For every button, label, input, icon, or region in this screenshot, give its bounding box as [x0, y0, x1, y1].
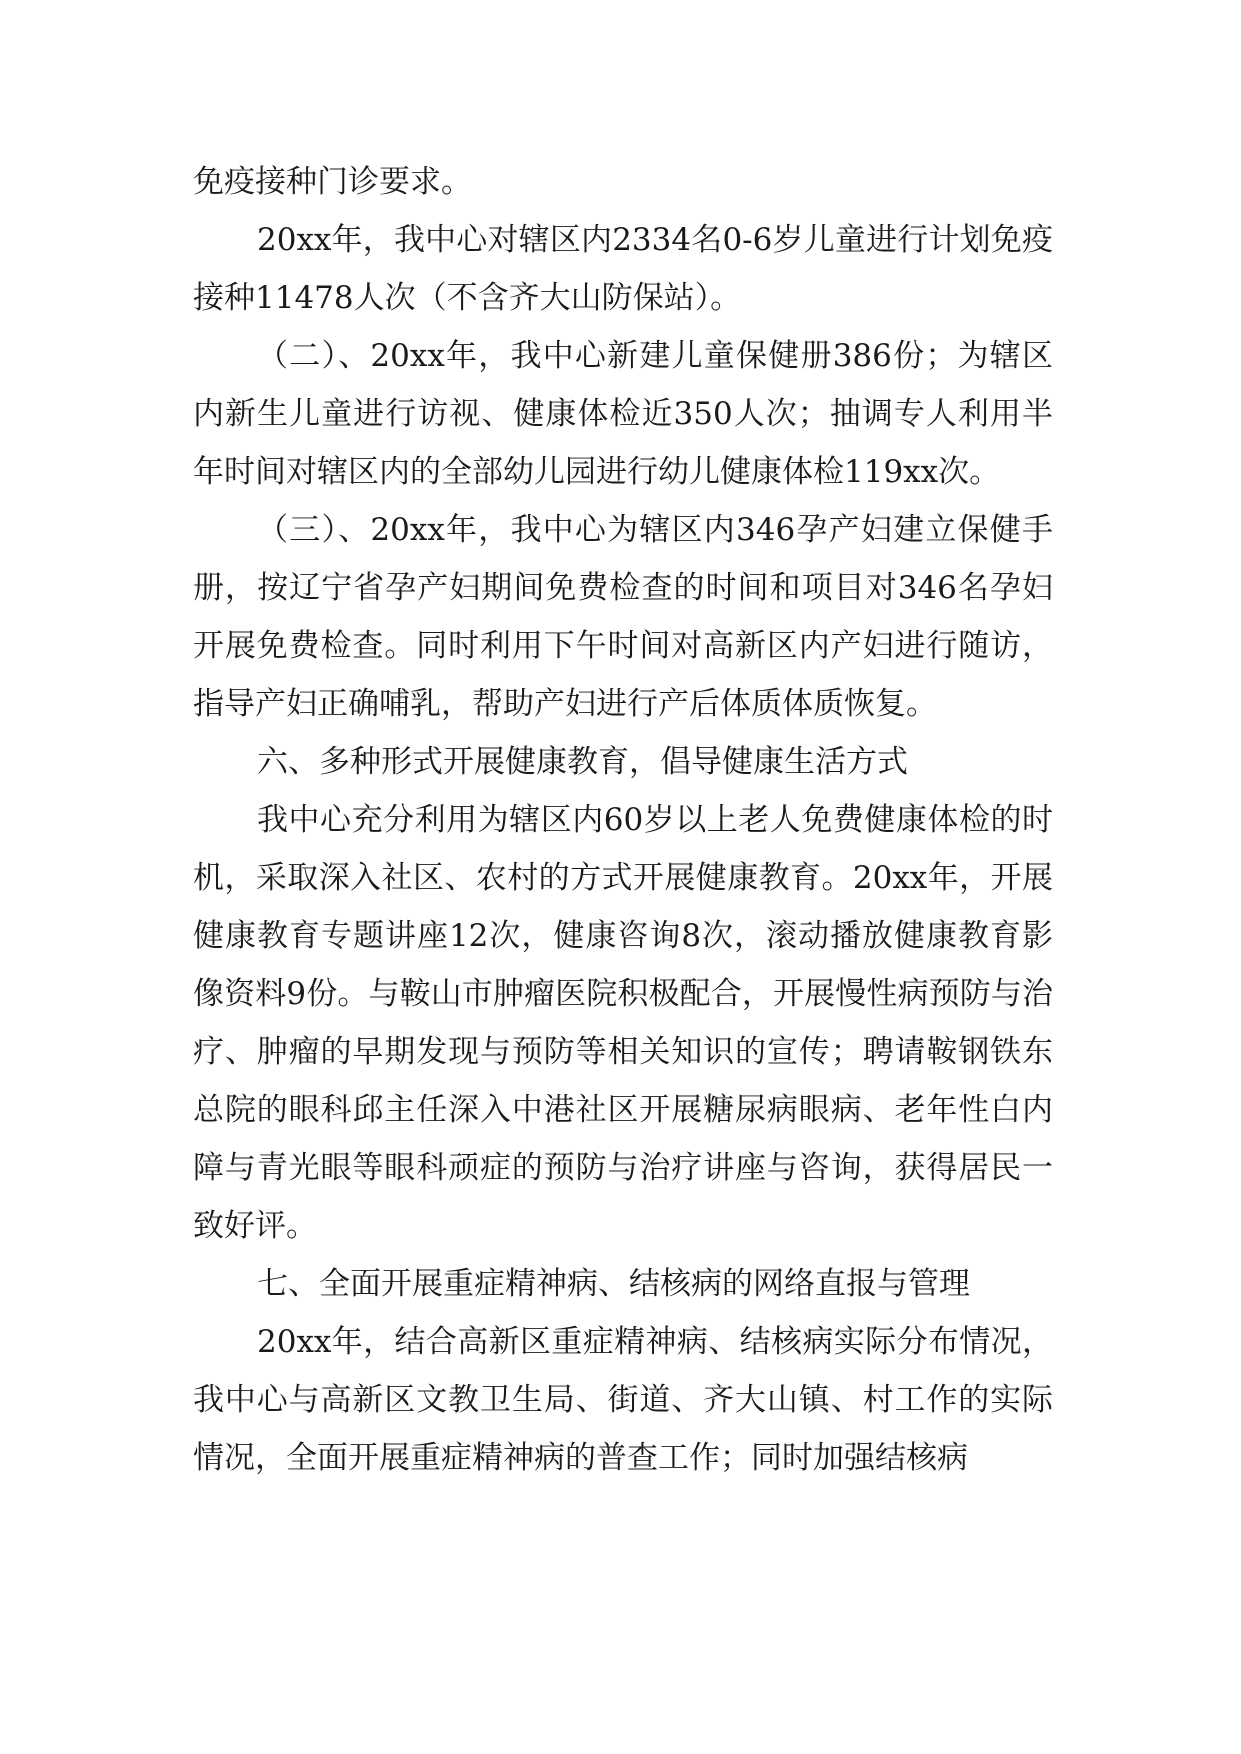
- paragraph-continuation: 免疫接种门诊要求。: [193, 164, 472, 200]
- paragraph-immunization: 20xx年，我中心对辖区内2334名0-6岁儿童进行计划免疫接种11478人次（不含齐大山防保站）。: [193, 222, 1053, 316]
- section-heading-health-education: 六、多种形式开展健康教育，倡导健康生活方式: [257, 744, 908, 780]
- paragraph-health-education: 我中心充分利用为辖区内60岁以上老人免费健康体检的时机，采取深入社区、农村的方式开展健康教育。20xx年，开展健康教育专题讲座12次，健康咨询8次，滚动播放健康教育影像资料9份。与鞍山市肿瘤医院积极配合，开展慢性病预防与治疗、肿瘤的早期发现与预防等相关知识的宣传；聘请鞍钢铁东总院的眼科邱主任深入中港社区开展糖尿病眼病、老年性白内障与青光眼等眼科顽症的预防与治疗讲座与咨询，获得居民一致好评。: [193, 802, 1053, 1244]
- paragraph-mental-tb: 20xx年，结合高新区重症精神病、结核病实际分布情况，我中心与高新区文教卫生局、街道、齐大山镇、村工作的实际情况，全面开展重症精神病的普查工作；同时加强结核病: [193, 1324, 1053, 1476]
- document-body: [193, 153, 1053, 1487]
- section-heading-mental-tb: 七、全面开展重症精神病、结核病的网络直报与管理: [257, 1266, 970, 1302]
- paragraph-child-health: （二）、20xx年，我中心新建儿童保健册386份；为辖区内新生儿童进行访视、健康体检近350人次；抽调专人利用半年时间对辖区内的全部幼儿园进行幼儿健康体检119xx次。: [193, 338, 1053, 490]
- paragraph-maternal-health: （三）、20xx年，我中心为辖区内346孕产妇建立保健手册，按辽宁省孕产妇期间免费检查的时间和项目对346名孕妇开展免费检查。同时利用下午时间对高新区内产妇进行随访，指导产妇正确哺乳，帮助产妇进行产后体质体质恢复。: [193, 512, 1053, 722]
